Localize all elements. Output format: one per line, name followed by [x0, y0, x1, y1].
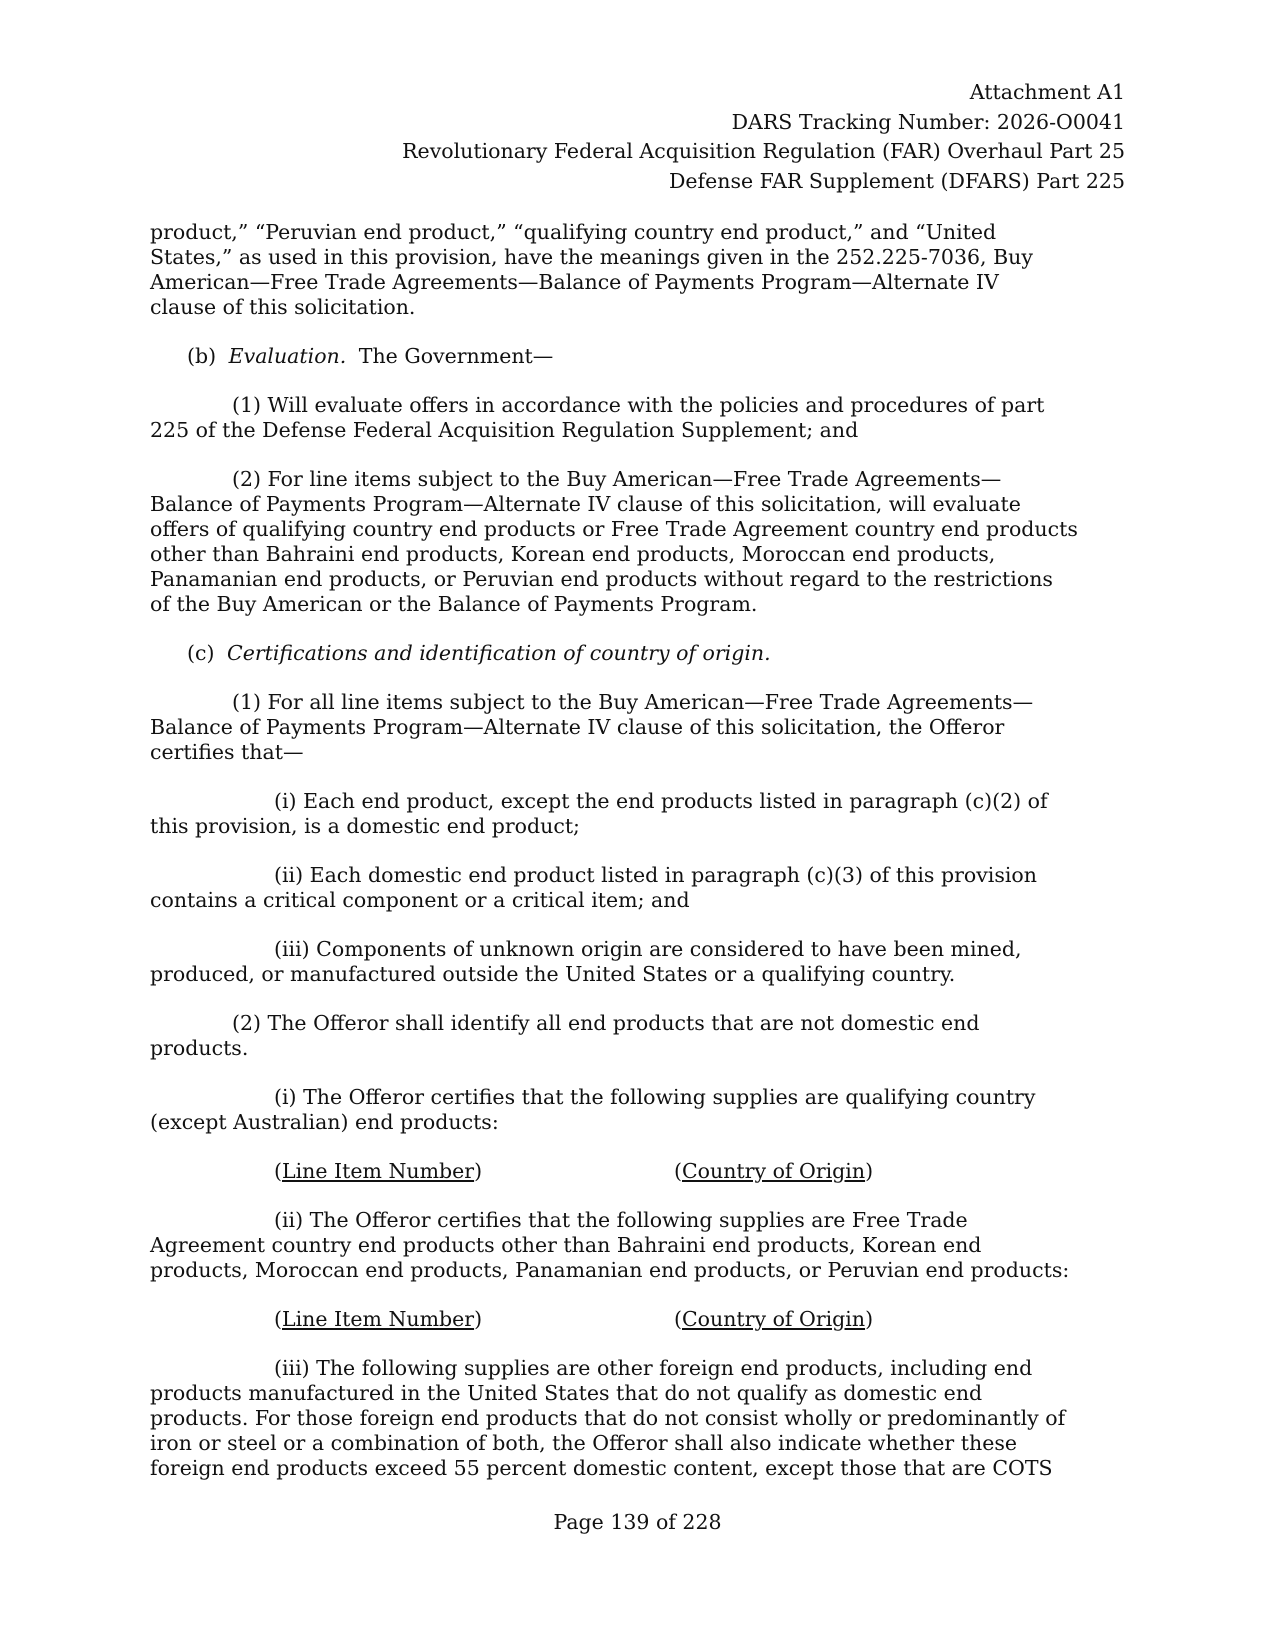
header-attachment: Attachment A1	[969, 80, 1125, 104]
text-line: (iii) The following supplies are other foreign end products, including end	[274, 1356, 1033, 1380]
text-line: (1) Will evaluate offers in accordance with the policies and procedures of part	[232, 393, 1045, 417]
text-line: (ii) The Offeror certifies that the following supplies are Free Trade	[274, 1208, 968, 1232]
paragraph-intro	[150, 220, 1130, 320]
text-line: foreign end products exceed 55 percent domestic content, except those that are COTS	[150, 1456, 1053, 1480]
text-line: (except Australian) end products:	[150, 1110, 499, 1134]
paragraph-text: The Government—	[358, 344, 554, 368]
text-line: offers of qualifying country end products or Free Trade Agreement country end products	[150, 517, 1078, 541]
line-item-number-column: (Line Item Number)	[274, 1307, 483, 1331]
text-line: States,” as used in this provision, have the meanings given in the 252.225-7036, Buy	[150, 245, 1033, 269]
text-line: (i) Each end product, except the end products listed in paragraph (c)(2) of	[274, 789, 1048, 813]
text-line: Panamanian end products, or Peruvian end products without regard to the restrictions	[150, 567, 1053, 591]
text-line: other than Bahraini end products, Korean end products, Moroccan end products,	[150, 542, 996, 566]
line-item-number-column: (Line Item Number)	[274, 1159, 483, 1183]
header-far-part: Revolutionary Federal Acquisition Regulation (FAR) Overhaul Part 25	[402, 139, 1125, 163]
text-line: (2) For line items subject to the Buy American—Free Trade Agreements—	[232, 467, 1002, 491]
text-line: Balance of Payments Program—Alternate IV clause of this solicitation, the Offeror	[150, 715, 1005, 739]
text-line: this provision, is a domestic end product;	[150, 814, 580, 838]
paragraph-label: (c)	[187, 641, 215, 665]
text-line: certifies that—	[150, 740, 304, 764]
document-body	[150, 220, 1130, 1505]
text-line: Agreement country end products other than Bahraini end products, Korean end	[150, 1233, 982, 1257]
origin-table-fta	[150, 1307, 1130, 1332]
text-line: Balance of Payments Program—Alternate IV clause of this solicitation, will evaluate	[150, 492, 1021, 516]
header-dfars-part: Defense FAR Supplement (DFARS) Part 225	[668, 168, 1125, 193]
text-line: product,” “Peruvian end product,” “qualifying country end product,” and “United	[150, 220, 997, 244]
paragraph-title: Evaluation.	[228, 344, 347, 368]
paragraph-title: Certifications and identification of country of origin.	[227, 641, 771, 665]
paragraph-b-evaluation	[150, 344, 1130, 369]
text-line: clause of this solicitation.	[150, 295, 416, 319]
country-of-origin-label: Country of Origin	[682, 1307, 866, 1331]
page-number: Page 139 of 228	[553, 1510, 722, 1534]
country-of-origin-column: (Country of Origin)	[674, 1307, 874, 1331]
paragraph-b2	[150, 467, 1130, 617]
line-item-number-label: Line Item Number	[282, 1307, 475, 1331]
origin-table-qualifying	[150, 1159, 1130, 1184]
paragraph-c1iii	[150, 937, 1130, 987]
text-line: American—Free Trade Agreements—Balance of Payments Program—Alternate IV	[150, 270, 999, 294]
text-line: (2) The Offeror shall identify all end products that are not domestic end	[232, 1011, 980, 1035]
paragraph-c2i	[150, 1085, 1130, 1135]
paragraph-c1i	[150, 789, 1130, 839]
paragraph-c1	[150, 690, 1130, 765]
text-line: of the Buy American or the Balance of Payments Program.	[150, 592, 758, 616]
text-line: products, Moroccan end products, Panamanian end products, or Peruvian end products:	[150, 1258, 1070, 1282]
text-line: (i) The Offeror certifies that the following supplies are qualifying country	[274, 1085, 1036, 1109]
text-line: (iii) Components of unknown origin are considered to have been mined,	[274, 937, 1022, 961]
text-line: products.	[150, 1036, 249, 1060]
line-item-number-label: Line Item Number	[282, 1159, 475, 1183]
paragraph-c1ii	[150, 863, 1130, 913]
text-line: 225 of the Defense Federal Acquisition Regulation Supplement; and	[150, 418, 859, 442]
text-line: contains a critical component or a critical item; and	[150, 888, 690, 912]
text-line: products manufactured in the United States that do not qualify as domestic end	[150, 1381, 983, 1405]
text-line: (ii) Each domestic end product listed in paragraph (c)(3) of this provision	[274, 863, 1037, 887]
paragraph-label: (b)	[187, 344, 217, 368]
text-line: produced, or manufactured outside the United States or a qualifying country.	[150, 962, 956, 986]
paragraph-c2ii	[150, 1208, 1130, 1283]
header-tracking-number: DARS Tracking Number: 2026-O0041	[731, 109, 1125, 134]
paragraph-c-certifications	[150, 641, 1130, 666]
country-of-origin-column: (Country of Origin)	[674, 1159, 874, 1183]
text-line: (1) For all line items subject to the Buy American—Free Trade Agreements—	[232, 690, 1034, 714]
paragraph-c2	[150, 1011, 1130, 1061]
text-line: products. For those foreign end products that do not consist wholly or predominantly of	[150, 1406, 1066, 1430]
text-line: iron or steel or a combination of both, the Offeror shall also indicate whether these	[150, 1431, 1017, 1455]
paragraph-c2iii	[150, 1356, 1130, 1481]
country-of-origin-label: Country of Origin	[682, 1159, 866, 1183]
paragraph-b1	[150, 393, 1130, 443]
page-header	[402, 78, 1125, 196]
